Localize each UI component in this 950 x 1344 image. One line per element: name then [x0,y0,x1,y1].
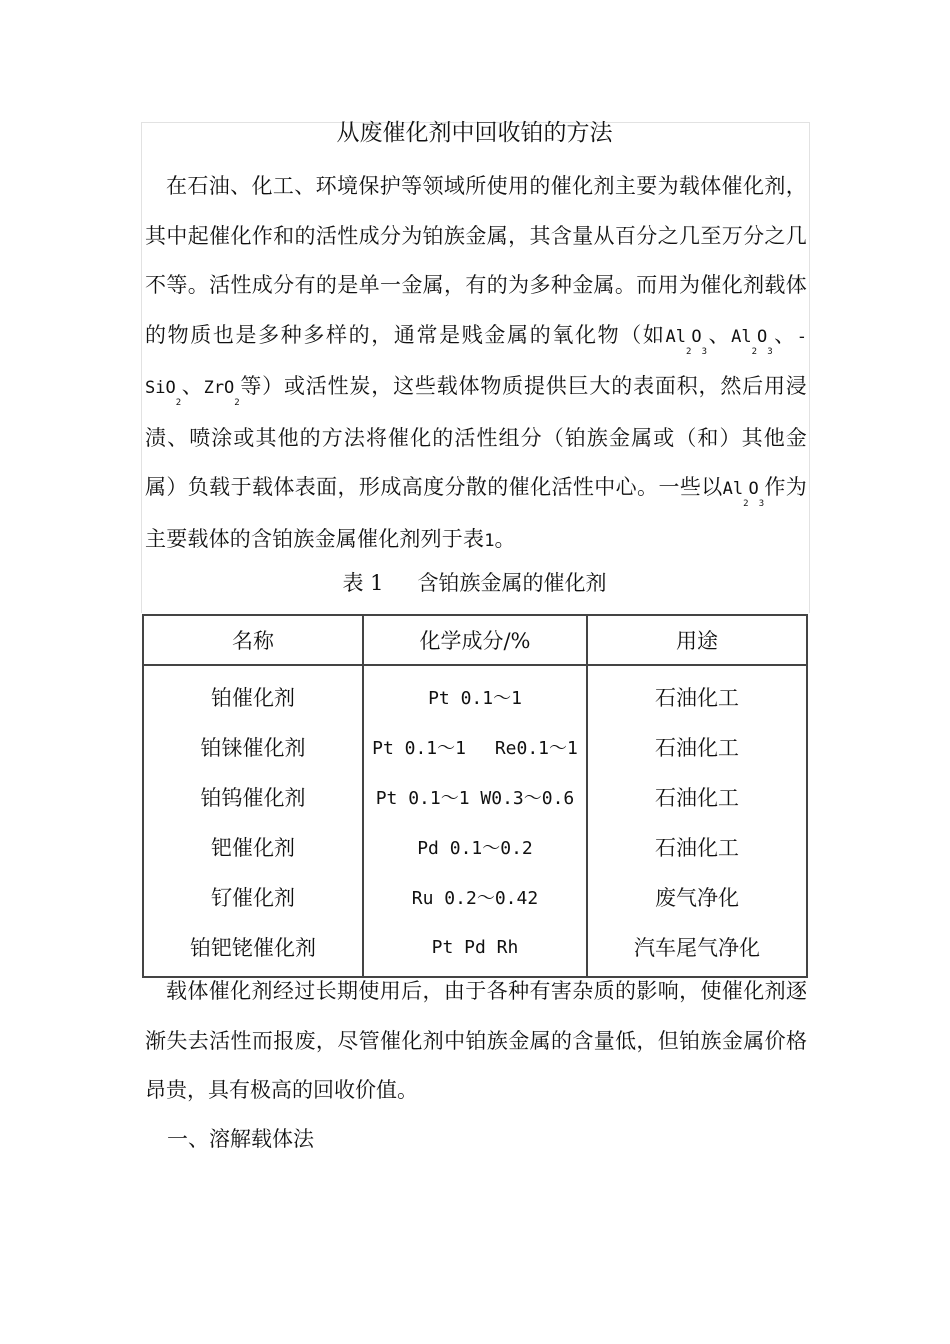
table-reference: 1 [484,530,495,551]
table-header-row [144,616,806,666]
intro-paragraph: 在石油、化工、环境保护等领域所使用的催化剂主要为载体催化剂，其中起催化作和的活性成分为铂族金属，其含量从百分之几至万分之几不等。活性成分有的是单一金属，有的为多种金属。而用为催化剂载体的物质也是多种多样的，通常是贱金属的氧化物（如$Al_2O_3$、$Al_2O_3$、-SiO$_2$、ZrO$_2$等）或活性炭，这些载体物质提供巨大的表面积，然后用浸渍、喷涂或其他的方法将催化的活性组分（铂族金属或（和）其他金属）负载于载体表面，形成高度分散的催化活性中心。一些以$Al_2O_3$作为主要载体的含铂族金属催化剂列于表1。 [145,174,807,551]
section-heading: 一、溶解载体法 [167,1127,314,1151]
table-row [144,722,806,772]
cell-composition: Pt 0.1～1 W0.3～0.6 [362,772,586,822]
formula-al2o3-c: $Al_2O_3$ [722,479,765,509]
cell-name: 铂钯铑催化剂 [190,936,317,960]
catalyst-table [142,614,808,978]
formula-al2o3: $Al_2O_3$ [665,326,708,357]
table-row [144,872,806,922]
table-caption [141,566,808,600]
cell-composition: Ru 0.2～0.42 [362,872,586,922]
cell-name: 钯催化剂 [211,836,296,860]
cell-usage: 汽车尾气净化 [586,922,806,976]
cell-name: 铂催化剂 [211,686,296,710]
cell-name: 铂钨催化剂 [200,786,306,810]
table-row [144,822,806,872]
table-row [144,666,806,722]
cell-composition: Pt 0.1～1 [362,666,586,722]
recovery-paragraph: 载体催化剂经过长期使用后，由于各种有害杂质的影响，使催化剂逐渐失去活性而报废，尽管催化剂中铂族金属的含量低，但铂族金属价格昂贵，具有极高的回收价值。 [145,979,807,1102]
intro-text-a: 在石油、化工、环境保护等领域所使用的催化剂主要为载体催化剂，其中起催化作和的活性成分为铂族金属，其含量从百分之几至万分之几不等。活性成分有的是单一金属，有的为多种金属。而用为催化剂载体的物质也是多种多样的，通常是贱金属的氧化物（如 [145,174,807,347]
intro-text-c: 作为主要载体的含铂族金属催化剂列于表 [145,475,807,551]
cell-name: 钌催化剂 [211,886,296,910]
cell-composition: Pd 0.1～0.2 [362,822,586,872]
formula-al2o3-b: $Al_2O_3$ [731,326,773,357]
header-name: 名称 [144,616,362,666]
header-composition: 化学成分/% [362,616,586,666]
table-row [144,772,806,822]
cell-composition: Pt Pd Rh [362,922,586,976]
cell-name: 铂铼催化剂 [200,736,306,760]
formula-zro2: ZrO$_2$ [203,378,240,408]
table-caption-text: 含铂族金属的催化剂 [417,571,607,595]
header-usage: 用途 [586,616,806,666]
cell-usage: 石油化工 [586,666,806,722]
cell-composition: Pt 0.1～1 Re0.1～1 [362,722,586,772]
table-caption-number: 表 1 [342,571,384,595]
cell-usage: 石油化工 [586,822,806,872]
intro-text-b: 等）或活性炭，这些载体物质提供巨大的表面积，然后用浸渍、喷涂或其他的方法将催化的活性组分（铂族金属或（和）其他金属）负载于载体表面，形成高度分散的催化活性中心。一些以 [145,374,807,499]
cell-usage: 石油化工 [586,772,806,822]
cell-usage: 废气净化 [586,872,806,922]
document-title: 从废催化剂中回收铂的方法 [336,120,613,146]
cell-usage: 石油化工 [586,722,806,772]
formula-sio2: -SiO$_2$ [145,326,807,408]
